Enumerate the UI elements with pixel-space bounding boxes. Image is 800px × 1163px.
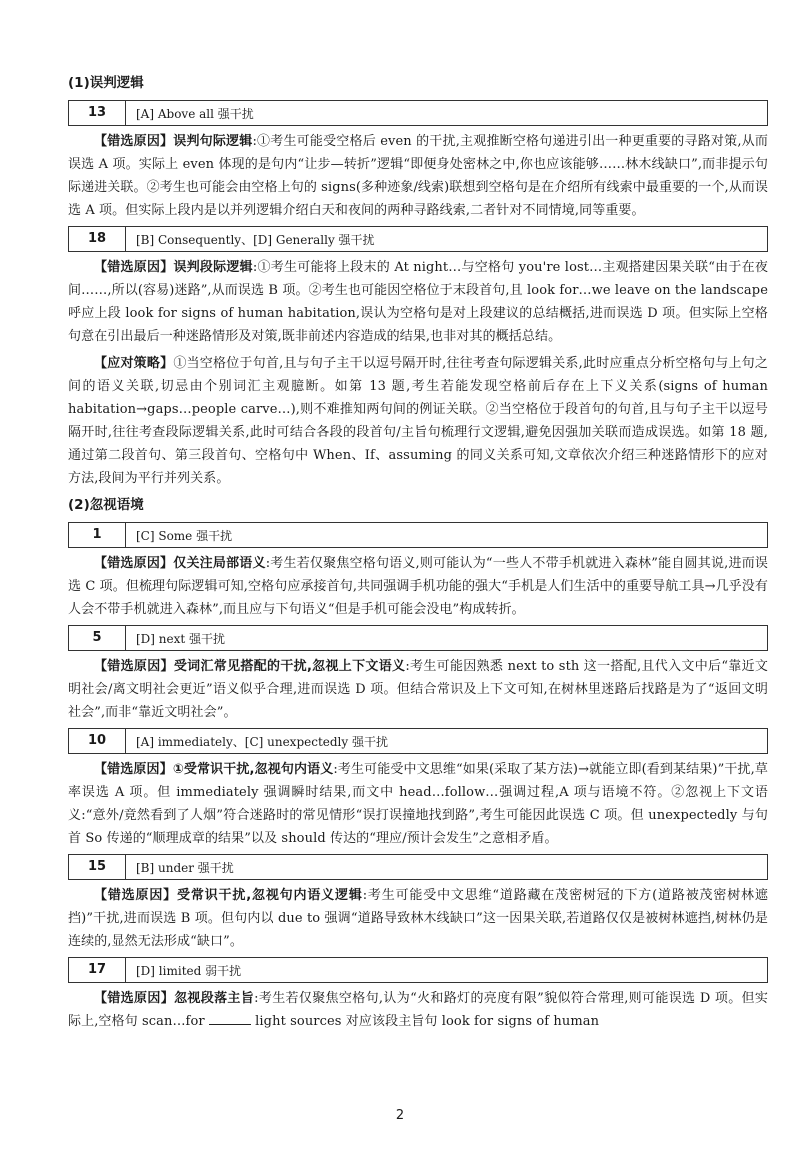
question-distractor: [A] immediately、[C] unexpectedly 强干扰 [136,734,388,749]
question-box-13 [68,100,768,126]
paragraph-label: 【错选原因】 [94,991,175,1006]
page-number: 2 [395,1108,405,1123]
explanation-paragraph [68,655,768,724]
paragraph-label: 【错选原因】 [94,888,178,903]
paragraph-keyword: 忽视段落主旨 [174,991,255,1006]
paragraph-text: :考生可能因熟悉 next to sth 这一搭配,且代入文中后“靠近文明社会/离文明社会更近”语义似乎合理,进而误选 D 项。但结合常识及上下文可知,在树林里迷路后找路是为了“返回文明社会”,而非“靠近文明社会”。 [68,659,768,720]
question-box-18 [68,226,768,252]
question-box-17 [68,957,768,983]
paragraph-keyword: 仅关注局部语义 [173,556,266,571]
page-content [68,72,768,1037]
explanation-paragraph [68,758,768,850]
question-number: 18 [69,227,126,251]
explanation-paragraph [68,884,768,953]
explanation-paragraph [68,130,768,222]
paragraph-label: 【应对策略】 [94,356,174,371]
paragraph-text: :①考生可能受空格后 even 的干扰,主观推断空格句递进引出一种更重要的寻路对策,从而误选 A 项。实际上 even 体现的是句内“让步—转折”逻辑“即便身处密林之中,你也应该能够……林木线缺口”,而非提示句际递进关联。②考生也可能会由空格上句的 signs(多种迹象/线索)联想到空格句是在介绍所有线索中最重要的一个,从而误选 A 项。但实际上段内是以并列逻辑介绍白天和夜间的两种寻路线索,二者针对不同情境,同等重要。 [68,134,768,218]
explanation-paragraph [68,552,768,621]
question-distractor: [B] under 强干扰 [136,860,234,875]
explanation-paragraph [68,256,768,348]
paragraph-text: :考生若仅聚焦空格句,认为“火和路灯的亮度有限”貌似符合常理,则可能误选 D 项。但实际上,空格句 scan…for [68,991,768,1029]
paragraph-keyword: 误判句际逻辑 [173,134,253,149]
question-box-5 [68,625,768,651]
answer-blank [209,1012,251,1025]
paragraph-label: 【错选原因】 [94,762,173,777]
paragraph-keyword: 误判段际逻辑 [173,260,253,275]
section-title-context: (2)忽视语境 [68,497,144,513]
question-distractor: [D] next 强干扰 [136,631,226,646]
question-distractor: [D] limited 弱干扰 [136,963,242,978]
question-number: 5 [69,626,126,650]
paragraph-keyword: 受常识干扰,忽视句内语义逻辑 [177,888,363,903]
question-distractor: [A] Above all 强干扰 [136,106,254,121]
explanation-paragraph [68,987,768,1033]
paragraph-text: :考生可能受中文思维“如果(采取了某方法)→就能立即(看到某结果)”干扰,草率误选 A 项。但 immediately 强调瞬时结果,而文中 head…follow…强调过程,A 项与语境不符。②忽视上下文语义:“意外/竟然看到了人烟”符合迷路时的常见情形“误打误撞地找到路”,考生可能因此误选 C 项。但 unexpectedly 与句首 So 传递的“顺理成章的结果”以及 should 传达的“理应/预计会发生”之意相矛盾。 [68,762,768,846]
question-number: 15 [69,855,126,879]
question-box-15 [68,854,768,880]
paragraph-text: :考生可能受中文思维“道路藏在茂密树冠的下方(道路被茂密树林遮挡)”干扰,进而误选 B 项。但句内以 due to 强调“道路导致林木线缺口”这一因果关联,若道路仅仅是被树林遮挡,树林仍是连续的,显然无法形成“缺口”。 [68,888,768,949]
question-box-10 [68,728,768,754]
paragraph-label: 【错选原因】 [94,260,174,275]
question-distractor: [B] Consequently、[D] Generally 强干扰 [136,232,375,247]
paragraph-label: 【错选原因】 [94,659,174,674]
paragraph-text: :考生若仅聚焦空格句语义,则可能认为“一些人不带手机就进入森林”能自圆其说,进而误选 C 项。但梳理句际逻辑可知,空格句应承接首句,共同强调手机功能的强大“手机是人们生活中的重要导航工具→几乎没有人会不带手机就进入森林”,而且应与下句语义“但是手机可能会没电”构成转折。 [68,556,768,617]
paragraph-label: 【错选原因】 [94,556,174,571]
paragraph-label: 【错选原因】 [94,134,174,149]
question-number: 17 [69,958,126,982]
paragraph-keyword: ①受常识干扰,忽视句内语义 [172,762,334,777]
question-number: 1 [69,523,126,547]
paragraph-text: ①当空格位于句首,且与句子主干以逗号隔开时,往往考查句际逻辑关系,此时应重点分析空格句与上句之间的语义关联,切忌由个别词汇主观臆断。如第 13 题,考生若能发现空格前后存在上下义关系(signs of human habitation→gaps…people carve…),则不难推知两句间的例证关联。②当空格位于段首句的句首,且与句子主干以逗号隔开时,往往考查段际逻辑关系,此时可结合各段的段首句/主旨句梳理行文逻辑,避免因强加关联而造成误选。如第 18 题,通过第二段首句、第三段首句、空格句中 When、If、assuming 的同义关系可知,文章依次介绍三种迷路情形下的应对方法,段间为平行并列关系。 [68,356,768,486]
question-number: 10 [69,729,126,753]
paragraph-keyword: 受词汇常见搭配的干扰,忽视上下文语义 [173,659,406,674]
paragraph-text: :①考生可能将上段末的 At night…与空格句 you're lost…主观搭建因果关联“由于在夜间……,所以(容易)迷路”,从而误选 B 项。②考生也可能因空格位于末段首句,且 look for…we leave on the landscape 呼应上段 look for signs of human habitation,误认为空格句是对上段建议的总结概括,进而误选 D 项。但实际上空格句意在引出最后一种迷路情形及对策,既非前述内容造成的结果,也非对其的概括总结。 [68,260,768,344]
strategy-paragraph [68,352,768,490]
paragraph-text-tail: light sources 对应该段主旨句 look for signs of human [255,1014,600,1029]
question-distractor: [C] Some 强干扰 [136,528,233,543]
section-title-logic: (1)误判逻辑 [68,75,144,91]
question-number: 13 [69,101,126,125]
question-box-1 [68,522,768,548]
